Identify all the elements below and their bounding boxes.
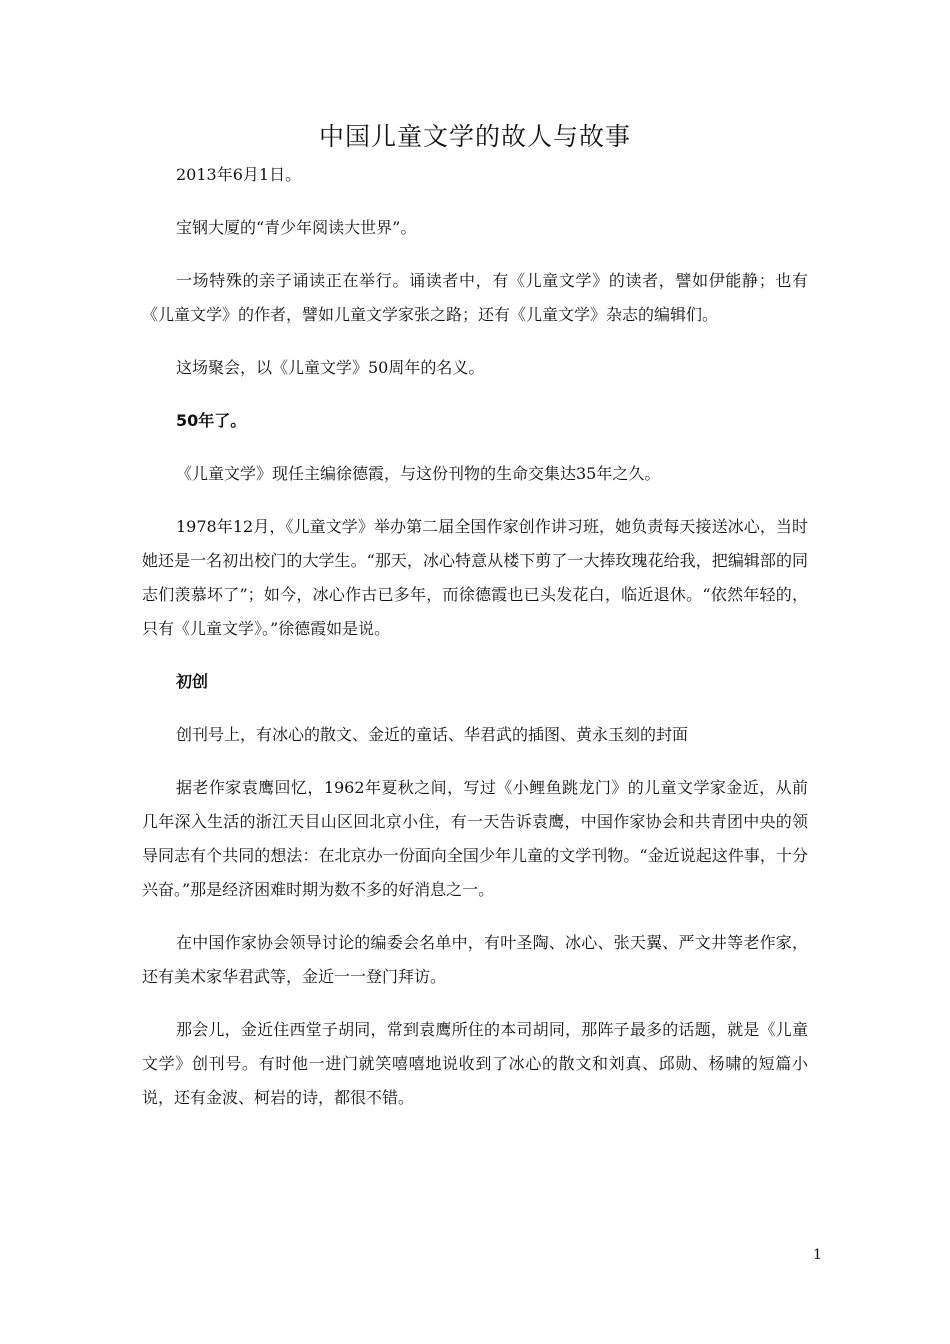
paragraph-venue: 宝钢大厦的“青少年阅读大世界”。 [176, 218, 417, 237]
paragraph-1978: 1978年12月，《儿童文学》举办第二届全国作家创作讲习班，她负责每天接送冰心，当时她还是一名初出校门的大学生。“那天，冰心特意从楼下剪了一大捧玫瑰花给我，把编辑部的同志们羡慕坏了”；如今，冰心作古已多年，而徐德霞也已头发花白，临近退休。“依然年轻的，只有《儿童文学》。”徐德霞如是说。 [142, 517, 808, 638]
page-number: 1 [813, 1247, 822, 1263]
paragraph-editorial-board: 在中国作家协会领导讨论的编委会名单中，有叶圣陶、冰心、张天翼、严文井等老作家，还有美术家华君武等，金近一一登门拜访。 [142, 933, 808, 986]
paragraph-event: 一场特殊的亲子诵读正在举行。诵读者中，有《儿童文学》的读者，譬如伊能静；也有《儿童文学》的作者，譬如儿童文学家张之路；还有《儿童文学》杂志的编辑们。 [142, 271, 808, 324]
section-heading-founding: 初创 [176, 672, 209, 691]
paragraph-first-issue: 创刊号上，有冰心的散文、金近的童话、华君武的插图、黄永玉刻的封面 [176, 725, 689, 744]
paragraph-hutong: 那会儿，金近住西堂子胡同，常到袁鹰所住的本司胡同，那阵子最多的话题，就是《儿童文学》创刊号。有时他一进门就笑嘻嘻地说收到了冰心的散文和刘真、邱勋、杨啸的短篇小说，还有金波、柯岩的诗，都很不错。 [142, 1020, 808, 1107]
paragraph-editor: 《儿童文学》现任主编徐德霞，与这份刊物的生命交集达35年之久。 [176, 464, 661, 483]
document-body [142, 158, 808, 1115]
document-title: 中国儿童文学的故人与故事 [318, 122, 631, 151]
section-heading-50-years: 50年了。 [176, 411, 247, 430]
paragraph-date: 2013年6月1日。 [176, 165, 302, 184]
paragraph-yuan-ying: 据老作家袁鹰回忆，1962年夏秋之间，写过《小鲤鱼跳龙门》的儿童文学家金近，从前几年深入生活的浙江天目山区回北京小住，有一天告诉袁鹰，中国作家协会和共青团中央的领导同志有个共同的想法：在北京办一份面向全国少年儿童的文学刊物。“金近说起这件事，十分兴奋。”那是经济困难时期为数不多的好消息之一。 [142, 778, 808, 899]
paragraph-gathering: 这场聚会，以《儿童文学》50周年的名义。 [176, 358, 485, 377]
